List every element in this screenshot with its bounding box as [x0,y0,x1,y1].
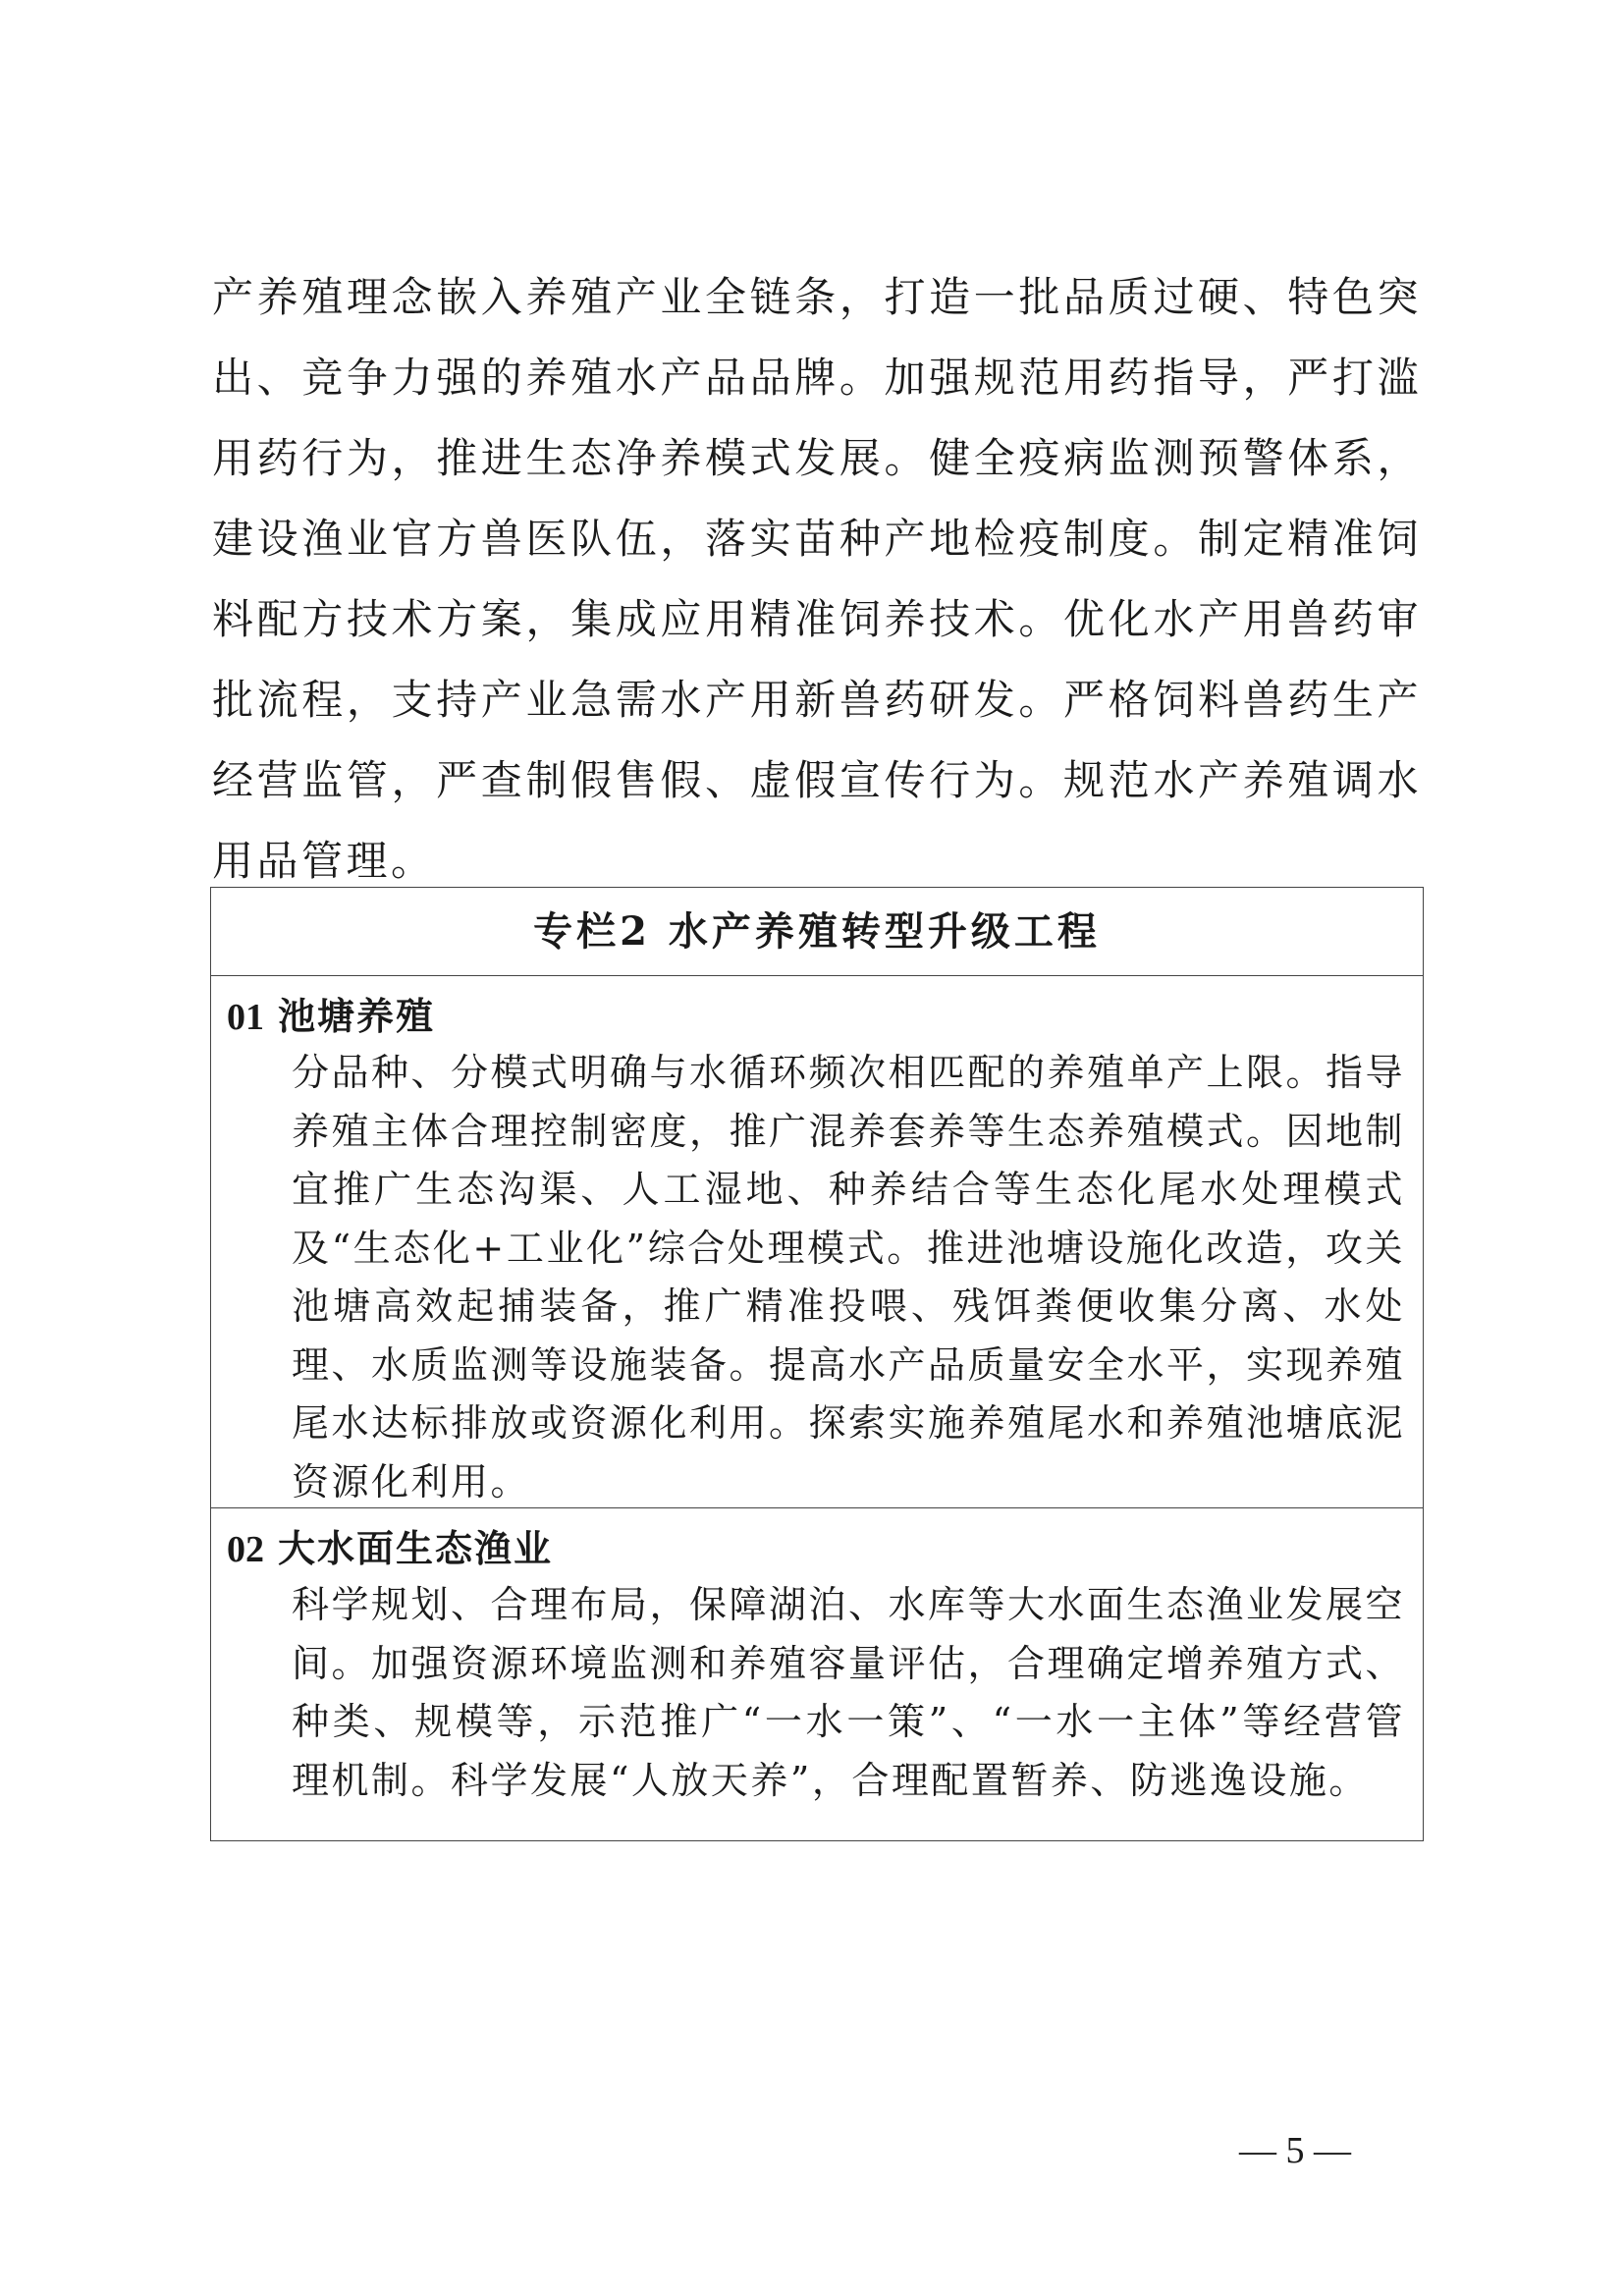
section-title: 大水面生态渔业 [278,1526,554,1570]
section-number: 01 [227,997,264,1038]
section-heading [227,976,1407,1038]
column-title: 专栏2 水产养殖转型升级工程 [211,888,1423,976]
section-body-text: 科学规划、合理布局，保障湖泊、水库等大水面生态渔业发展空间。加强资源环境监测和养殖容量评估，合理确定增养殖方式、种类、规模等，示范推广“一水一策”、“一水一主体”等经营管理机制。科学发展“人放天养”，合理配置暂养、防逃逸设施。 [292,1583,1406,1802]
page-number: — 5 — [1239,2130,1351,2171]
body-paragraph-block [212,257,1422,902]
body-paragraph: 产养殖理念嵌入养殖产业全链条，打造一批品质过硬、特色突出、竞争力强的养殖水产品品牌。加强规范用药指导，严打滥用药行为，推进生态净养模式发展。健全疫病监测预警体系，建设渔业官方兽医队伍，落实苗种产地检疫制度。制定精准饲料配方技术方案，集成应用精准饲养技术。优化水产用兽药审批流程，支持产业急需水产用新兽药研发。严格饲料兽药生产经营监管，严查制假售假、虚假宣传行为。规范水产养殖调水用品管理。 [212,273,1422,885]
special-column-box [210,887,1424,1841]
section-body-text: 分品种、分模式明确与水循环频次相匹配的养殖单产上限。指导养殖主体合理控制密度，推广混养套养等生态养殖模式。因地制宜推广生态沟渠、人工湿地、种养结合等生态化尾水处理模式及“生态化+工业化”综合处理模式。推进池塘设施化改造，攻关池塘高效起捕装备，推广精准投喂、残饵粪便收集分离、水处理、水质监测等设施装备。提高水产品质量安全水平，实现养殖尾水达标排放或资源化利用。探索实施养殖尾水和养殖池塘底泥资源化利用。 [292,1051,1406,1503]
section-title: 池塘养殖 [278,994,436,1038]
section-heading [227,1508,1407,1570]
section-number: 02 [227,1529,264,1570]
column-section-pond-aquaculture [211,976,1423,1508]
column-section-large-water-fishery [211,1508,1423,1810]
